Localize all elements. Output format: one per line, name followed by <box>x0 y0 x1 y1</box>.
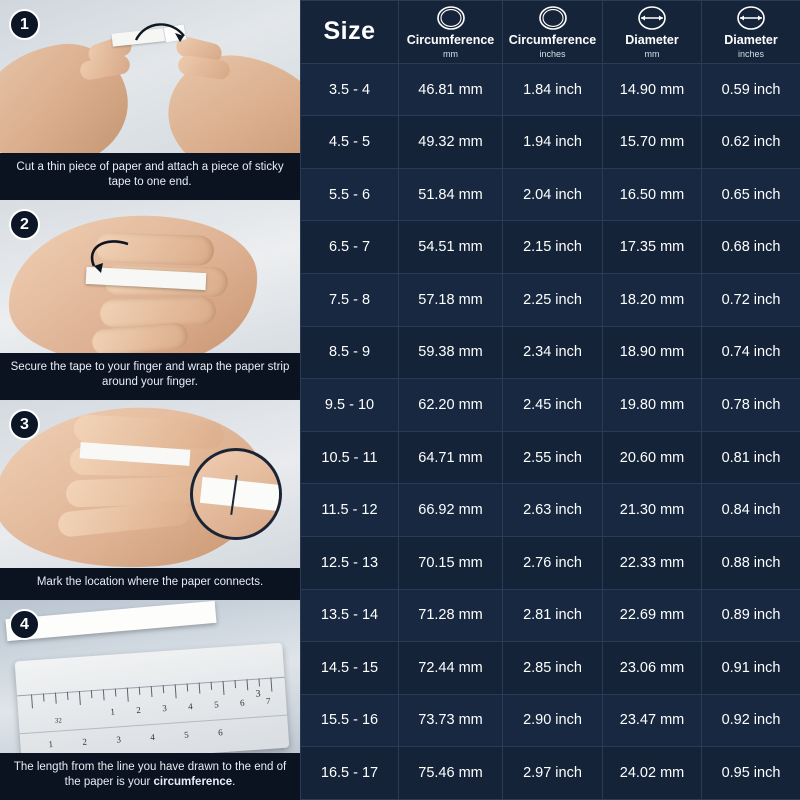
column-header-diameter-mm <box>603 1 702 64</box>
table-row <box>301 589 800 642</box>
table-header <box>301 1 800 64</box>
column-header-unit: mm <box>644 48 660 59</box>
step-1 <box>0 0 300 200</box>
cell-value: 72.44 mm <box>399 642 503 695</box>
cell-value: 0.65 inch <box>702 168 800 221</box>
magnifier-inset <box>190 448 282 540</box>
cell-value: 0.62 inch <box>702 116 800 169</box>
cell-value: 59.38 mm <box>399 326 503 379</box>
cell-value: 18.90 mm <box>603 326 702 379</box>
cell-value: 23.47 mm <box>603 694 702 747</box>
circle-with-diameter-line-icon <box>734 5 768 31</box>
column-header-unit: inches <box>737 48 764 59</box>
cell-value: 2.81 inch <box>503 589 603 642</box>
table-row <box>301 642 800 695</box>
cell-size: 10.5 - 11 <box>301 431 399 484</box>
step-number-badge: 3 <box>9 409 40 440</box>
cell-size: 4.5 - 5 <box>301 116 399 169</box>
step-caption: Cut a thin piece of paper and attach a piece of sticky tape to one end. <box>0 153 300 199</box>
cell-value: 0.89 inch <box>702 589 800 642</box>
cell-value: 16.50 mm <box>603 168 702 221</box>
circle-with-diameter-line-icon <box>635 5 669 31</box>
cell-value: 54.51 mm <box>399 221 503 274</box>
cell-value: 0.91 inch <box>702 642 800 695</box>
cell-value: 2.76 inch <box>503 536 603 589</box>
cell-value: 22.69 mm <box>603 589 702 642</box>
column-header-diameter-inches <box>702 1 800 64</box>
cell-value: 75.46 mm <box>399 747 503 800</box>
cell-value: 2.63 inch <box>503 484 603 537</box>
cell-value: 2.55 inch <box>503 431 603 484</box>
cell-value: 0.95 inch <box>702 747 800 800</box>
curved-arrow-icon <box>132 16 192 50</box>
cell-value: 0.88 inch <box>702 536 800 589</box>
cell-value: 51.84 mm <box>399 168 503 221</box>
cell-size: 7.5 - 8 <box>301 274 399 327</box>
cell-value: 23.06 mm <box>603 642 702 695</box>
cell-size: 9.5 - 10 <box>301 379 399 432</box>
cell-value: 62.20 mm <box>399 379 503 432</box>
cell-size: 12.5 - 13 <box>301 536 399 589</box>
cell-value: 0.74 inch <box>702 326 800 379</box>
column-header-circumference-mm <box>399 1 503 64</box>
column-header-label: Circumference <box>406 33 495 47</box>
table-row <box>301 484 800 537</box>
table-row <box>301 431 800 484</box>
cell-value: 0.84 inch <box>702 484 800 537</box>
step-number-badge: 1 <box>9 9 40 40</box>
column-header-circumference-inches <box>503 1 603 64</box>
table-row <box>301 379 800 432</box>
cell-value: 22.33 mm <box>603 536 702 589</box>
column-header-size-label: Size <box>323 17 376 46</box>
table-row <box>301 536 800 589</box>
column-header-unit: inches <box>539 48 566 59</box>
cell-size: 6.5 - 7 <box>301 221 399 274</box>
column-header-unit: mm <box>443 48 458 59</box>
curved-arrow-icon <box>78 234 138 276</box>
cell-value: 20.60 mm <box>603 431 702 484</box>
column-header-label: Diameter <box>724 33 778 47</box>
table-row <box>301 221 800 274</box>
cell-value: 2.25 inch <box>503 274 603 327</box>
cell-value: 66.92 mm <box>399 484 503 537</box>
cell-value: 0.78 inch <box>702 379 800 432</box>
table-row <box>301 274 800 327</box>
cell-value: 17.35 mm <box>603 221 702 274</box>
circle-outline-icon <box>536 5 570 31</box>
cell-value: 2.04 inch <box>503 168 603 221</box>
cell-value: 2.97 inch <box>503 747 603 800</box>
table-row <box>301 326 800 379</box>
cell-size: 3.5 - 4 <box>301 63 399 116</box>
step-caption-bold: circumference <box>153 776 233 789</box>
cell-value: 15.70 mm <box>603 116 702 169</box>
cell-size: 11.5 - 12 <box>301 484 399 537</box>
step-number-badge: 2 <box>9 209 40 240</box>
cell-value: 2.90 inch <box>503 694 603 747</box>
cell-value: 70.15 mm <box>399 536 503 589</box>
cell-value: 2.85 inch <box>503 642 603 695</box>
cell-size: 14.5 - 15 <box>301 642 399 695</box>
table-row <box>301 116 800 169</box>
step-2 <box>0 200 300 400</box>
cell-value: 0.59 inch <box>702 63 800 116</box>
cell-value: 0.92 inch <box>702 694 800 747</box>
cell-value: 57.18 mm <box>399 274 503 327</box>
cell-value: 71.28 mm <box>399 589 503 642</box>
column-header-size <box>301 1 399 64</box>
cell-value: 18.20 mm <box>603 274 702 327</box>
cell-value: 0.81 inch <box>702 431 800 484</box>
table-row <box>301 63 800 116</box>
cell-value: 49.32 mm <box>399 116 503 169</box>
cell-size: 8.5 - 9 <box>301 326 399 379</box>
cell-size: 13.5 - 14 <box>301 589 399 642</box>
cell-size: 15.5 - 16 <box>301 694 399 747</box>
instruction-steps-column <box>0 0 300 800</box>
ring-size-table <box>300 0 800 800</box>
step-caption <box>0 753 300 799</box>
cell-value: 64.71 mm <box>399 431 503 484</box>
step-number-badge: 4 <box>9 609 40 640</box>
cell-value: 1.84 inch <box>503 63 603 116</box>
column-header-label: Circumference <box>508 33 597 47</box>
cell-value: 73.73 mm <box>399 694 503 747</box>
step-caption: Mark the location where the paper connects. <box>0 568 300 599</box>
cell-value: 0.68 inch <box>702 221 800 274</box>
step-3 <box>0 400 300 600</box>
cell-size: 16.5 - 17 <box>301 747 399 800</box>
ruler: 1 2 3 4 5 6 7 32 1 2 3 4 5 6 3 <box>15 643 290 766</box>
circle-outline-icon <box>434 5 468 31</box>
cell-value: 2.45 inch <box>503 379 603 432</box>
ring-size-table-container <box>300 0 800 800</box>
step-caption-prefix: The length from the line you have drawn to the end of the paper is your <box>13 760 287 789</box>
step-4 <box>0 600 300 800</box>
table-header-row <box>301 1 800 64</box>
cell-value: 2.15 inch <box>503 221 603 274</box>
cell-value: 1.94 inch <box>503 116 603 169</box>
cell-value: 24.02 mm <box>603 747 702 800</box>
cell-value: 21.30 mm <box>603 484 702 537</box>
step-caption: Secure the tape to your finger and wrap the paper strip around your finger. <box>0 353 300 399</box>
table-body <box>301 63 800 799</box>
cell-value: 19.80 mm <box>603 379 702 432</box>
table-row <box>301 747 800 800</box>
step-caption-suffix: . <box>232 776 236 789</box>
table-row <box>301 694 800 747</box>
column-header-label: Diameter <box>625 33 679 47</box>
cell-value: 2.34 inch <box>503 326 603 379</box>
cell-value: 0.72 inch <box>702 274 800 327</box>
cell-value: 14.90 mm <box>603 63 702 116</box>
table-row <box>301 168 800 221</box>
cell-size: 5.5 - 6 <box>301 168 399 221</box>
cell-value: 46.81 mm <box>399 63 503 116</box>
